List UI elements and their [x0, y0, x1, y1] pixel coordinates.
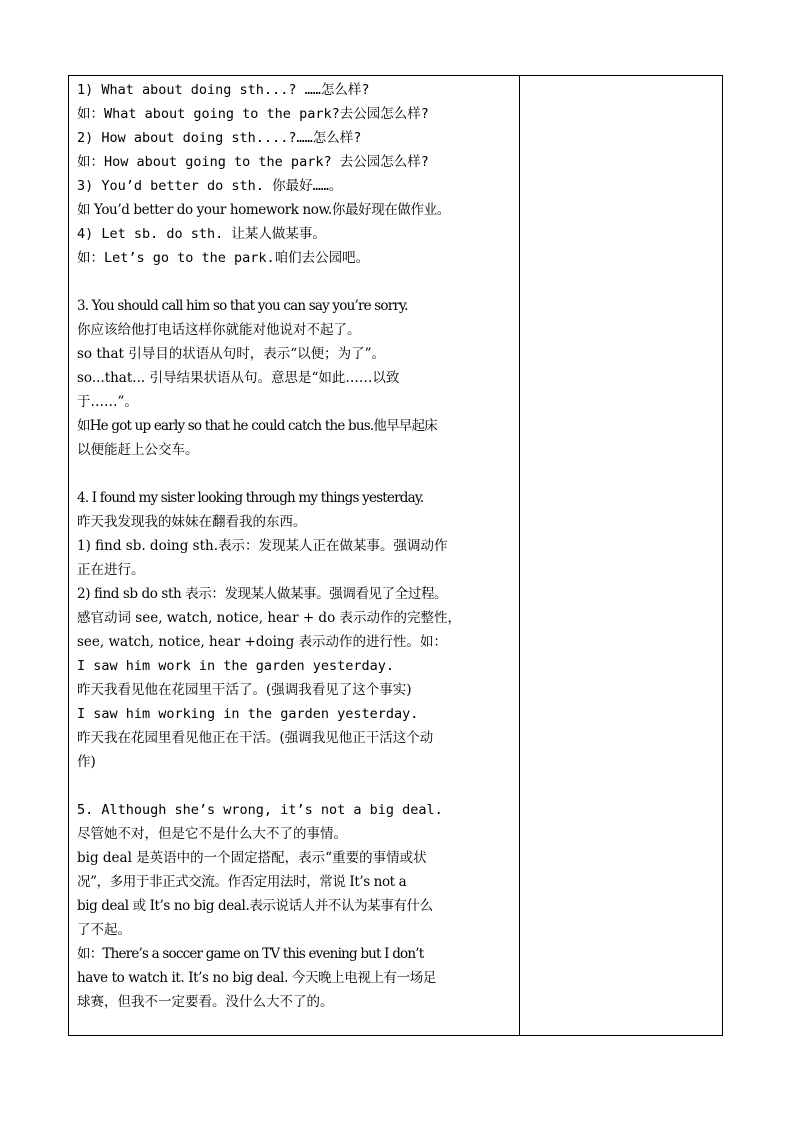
- text-line: 感官动词 see, watch, notice, hear + do 表示动作的完整性，: [77, 610, 461, 626]
- text-line: 1) find sb. doing sth.表示：发现某人正在做某事。强调动作: [77, 538, 448, 554]
- text-line: 如：Let’s go to the park.咱们去公园吧。: [77, 250, 370, 266]
- notes-table: [68, 75, 723, 1036]
- text-line: so...that... 引导结果状语从句。意思是“如此……以致: [77, 370, 400, 386]
- text-line: 1) What about doing sth...? ……怎么样?: [77, 82, 370, 98]
- text-line: 球赛，但我不一定要看。没什么大不了的。: [77, 994, 334, 1010]
- notes-column: [77, 78, 515, 1014]
- text-line: 2) How about doing sth....?……怎么样?: [77, 130, 362, 146]
- text-line: 昨天我发现我的妹妹在翻看我的东西。: [77, 514, 307, 530]
- text-line: so that 引导目的状语从句时，表示“以便；为了”。: [77, 346, 386, 362]
- text-line: 作): [77, 754, 96, 770]
- text-line: 如 You’d better do your homework now.你最好现在做作业。: [77, 202, 450, 218]
- text-line: big deal 是英语中的一个固定搭配，表示“重要的事情或状: [77, 850, 427, 866]
- column-divider: [519, 76, 520, 1035]
- text-line: big deal 或 It’s no big deal.表示说话人并不认为某事有什么: [77, 898, 433, 914]
- text-line: 昨天我在花园里看见他正在干活。(强调我见他正干活这个动: [77, 730, 434, 746]
- text-line: 4) Let sb. do sth. 让某人做某事。: [77, 226, 326, 242]
- text-line: have to watch it. It’s no big deal. 今天晚上电视上有一场足: [77, 970, 436, 986]
- text-line: I saw him working in the garden yesterday.: [77, 706, 419, 722]
- blank-line: [77, 462, 515, 486]
- text-line: 尽管她不对，但是它不是什么大不了的事情。: [77, 826, 347, 842]
- text-line: 3) You’d better do sth. 你最好……。: [77, 178, 343, 194]
- text-line: 如：There’s a soccer game on TV this evening but I don’t: [77, 946, 424, 962]
- text-line: 你应该给他打电话这样你就能对他说对不起了。: [77, 322, 361, 338]
- text-line: see, watch, notice, hear +doing 表示动作的进行性。如：: [77, 634, 448, 650]
- blank-line: [77, 270, 515, 294]
- blank-line: [77, 774, 515, 798]
- text-line: 况”，多用于非正式交流。作否定用法时，常说 It’s not a: [77, 874, 407, 890]
- text-line: 正在进行。: [77, 562, 145, 578]
- text-line: 了不起。: [77, 922, 131, 938]
- text-line: 如He got up early so that he could catch the bus.他早早起床: [77, 418, 437, 434]
- empty-notes-column: [521, 76, 722, 1035]
- item-heading: 5. Although she’s wrong, it’s not a big deal.: [77, 802, 443, 818]
- item-heading: 3. You should call him so that you can say you’re sorry.: [77, 298, 408, 314]
- text-line: I saw him work in the garden yesterday.: [77, 658, 394, 674]
- text-line: 以便能赶上公交车。: [77, 442, 199, 458]
- text-line: 如：How about going to the park? 去公园怎么样?: [77, 154, 429, 170]
- text-line: 昨天我看见他在花园里干活了。(强调我看见了这个事实): [77, 682, 412, 698]
- text-line: 如：What about going to the park?去公园怎么样?: [77, 106, 429, 122]
- text-line: 2) find sb do sth 表示：发现某人做某事。强调看见了全过程。: [77, 586, 448, 602]
- text-line: 于……”。: [77, 394, 138, 410]
- item-heading: 4. I found my sister looking through my things yesterday.: [77, 490, 424, 506]
